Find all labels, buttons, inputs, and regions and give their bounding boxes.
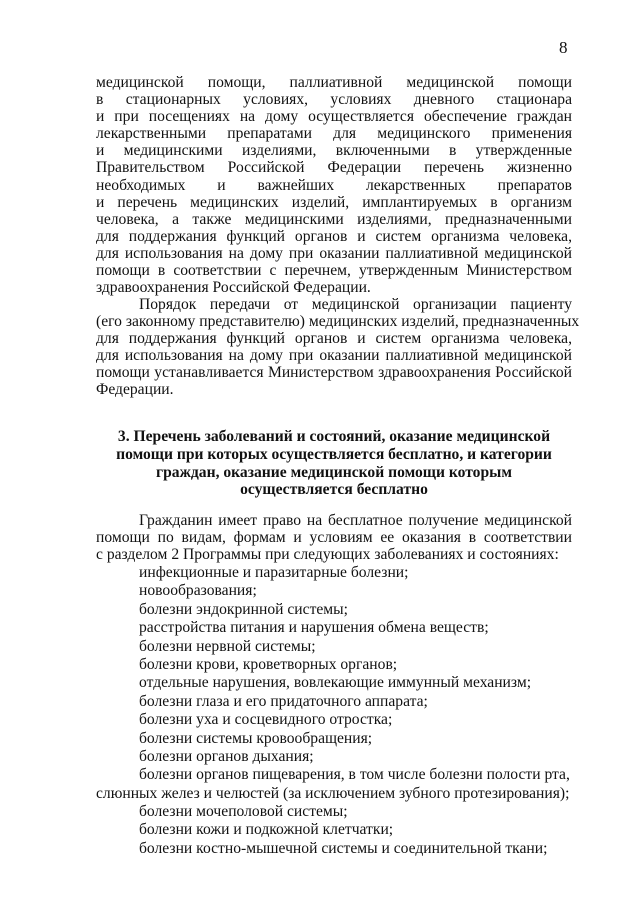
text-line: лекарственными препаратами для медицинского применения bbox=[96, 125, 572, 143]
text-line: и медицинскими изделиями, включенными в утвержденные bbox=[96, 142, 572, 160]
list-item: расстройства питания и нарушения обмена веществ; bbox=[139, 619, 489, 637]
text-line: и перечень медицинских изделий, имплантируемых в организм bbox=[96, 193, 572, 211]
list-item: болезни органов дыхания; bbox=[139, 747, 314, 765]
text-line: необходимых и важнейших лекарственных препаратов bbox=[96, 176, 572, 194]
list-item: инфекционные и паразитарные болезни; bbox=[139, 564, 409, 581]
heading-line: граждан, оказание медицинской помощи которым bbox=[156, 463, 512, 481]
text-line: с разделом 2 Программы при следующих заболеваниях и состояниях: bbox=[96, 546, 559, 564]
disease-list-2 bbox=[139, 803, 579, 858]
text-line: (его законному представителю) медицинских изделий, предназначенных bbox=[96, 313, 580, 331]
text-line: здравоохранения Российской Федерации. bbox=[96, 279, 371, 297]
section-heading bbox=[96, 428, 572, 499]
text-line: медицинской помощи, паллиативной медицинской помощи bbox=[96, 74, 572, 91]
paragraph-2 bbox=[96, 296, 580, 399]
list-item: болезни нервной системы; bbox=[139, 637, 316, 655]
text-line: помощи в соответствии с перечнем, утвержденным Министерством bbox=[96, 262, 572, 280]
disease-list bbox=[139, 564, 579, 785]
text-line: Федерации. bbox=[96, 381, 174, 399]
text-line: для использования на дому при оказании паллиативной медицинской bbox=[96, 347, 572, 365]
paragraph-1 bbox=[96, 74, 572, 296]
heading-line: помощи при которых осуществляется бесплатно, и категории bbox=[116, 445, 552, 463]
list-item: болезни мочеполовой системы; bbox=[139, 803, 348, 820]
page-number: 8 bbox=[559, 38, 568, 57]
list-item: болезни уха и сосцевидного отростка; bbox=[139, 711, 393, 729]
list-item: болезни костно-мышечной системы и соединительной ткани; bbox=[139, 839, 548, 857]
list-item: болезни кожи и подкожной клетчатки; bbox=[139, 821, 394, 839]
text-line: для поддержания функций органов и систем организма человека, bbox=[96, 227, 572, 245]
text-line: и при посещениях на дому осуществляется обеспечение граждан bbox=[96, 108, 572, 126]
text-line: человека, а также медицинскими изделиями, предназначенными bbox=[96, 210, 572, 228]
list-item: новообразования; bbox=[139, 582, 257, 600]
text-line: для поддержания функций органов и систем организма человека, bbox=[96, 330, 572, 348]
list-item-continuation: слюнных желез и челюстей (за исключением зубного протезирования); bbox=[96, 785, 570, 802]
paragraph-3 bbox=[96, 512, 572, 563]
text-line: помощи устанавливается Министерством здравоохранения Российской bbox=[96, 364, 572, 382]
text-line: в стационарных условиях, условиях дневного стационара bbox=[96, 91, 572, 109]
list-item: болезни крови, кроветворных органов; bbox=[139, 655, 398, 673]
heading-line: осуществляется бесплатно bbox=[240, 481, 428, 499]
list-item: болезни эндокринной системы; bbox=[139, 600, 348, 618]
text-line: для использования на дому при оказании паллиативной медицинской bbox=[96, 244, 572, 262]
list-item: болезни органов пищеварения, в том числе болезни полости рта, bbox=[139, 766, 570, 784]
list-item: болезни системы кровообращения; bbox=[139, 729, 373, 747]
text-line: Порядок передачи от медицинской организации пациенту bbox=[139, 296, 572, 313]
text-line: Правительством Российской Федерации перечень жизненно bbox=[96, 159, 572, 177]
text-line: помощи по видам, формам и условиям ее оказания в соответствии bbox=[96, 529, 572, 547]
list-item: болезни глаза и его придаточного аппарата; bbox=[139, 692, 428, 710]
text-line: Гражданин имеет право на бесплатное получение медицинской bbox=[139, 512, 572, 529]
list-item: отдельные нарушения, вовлекающие иммунный механизм; bbox=[139, 674, 532, 692]
disease-list-continuation bbox=[96, 785, 572, 803]
heading-line: 3. Перечень заболеваний и состояний, оказание медицинской bbox=[117, 428, 551, 445]
